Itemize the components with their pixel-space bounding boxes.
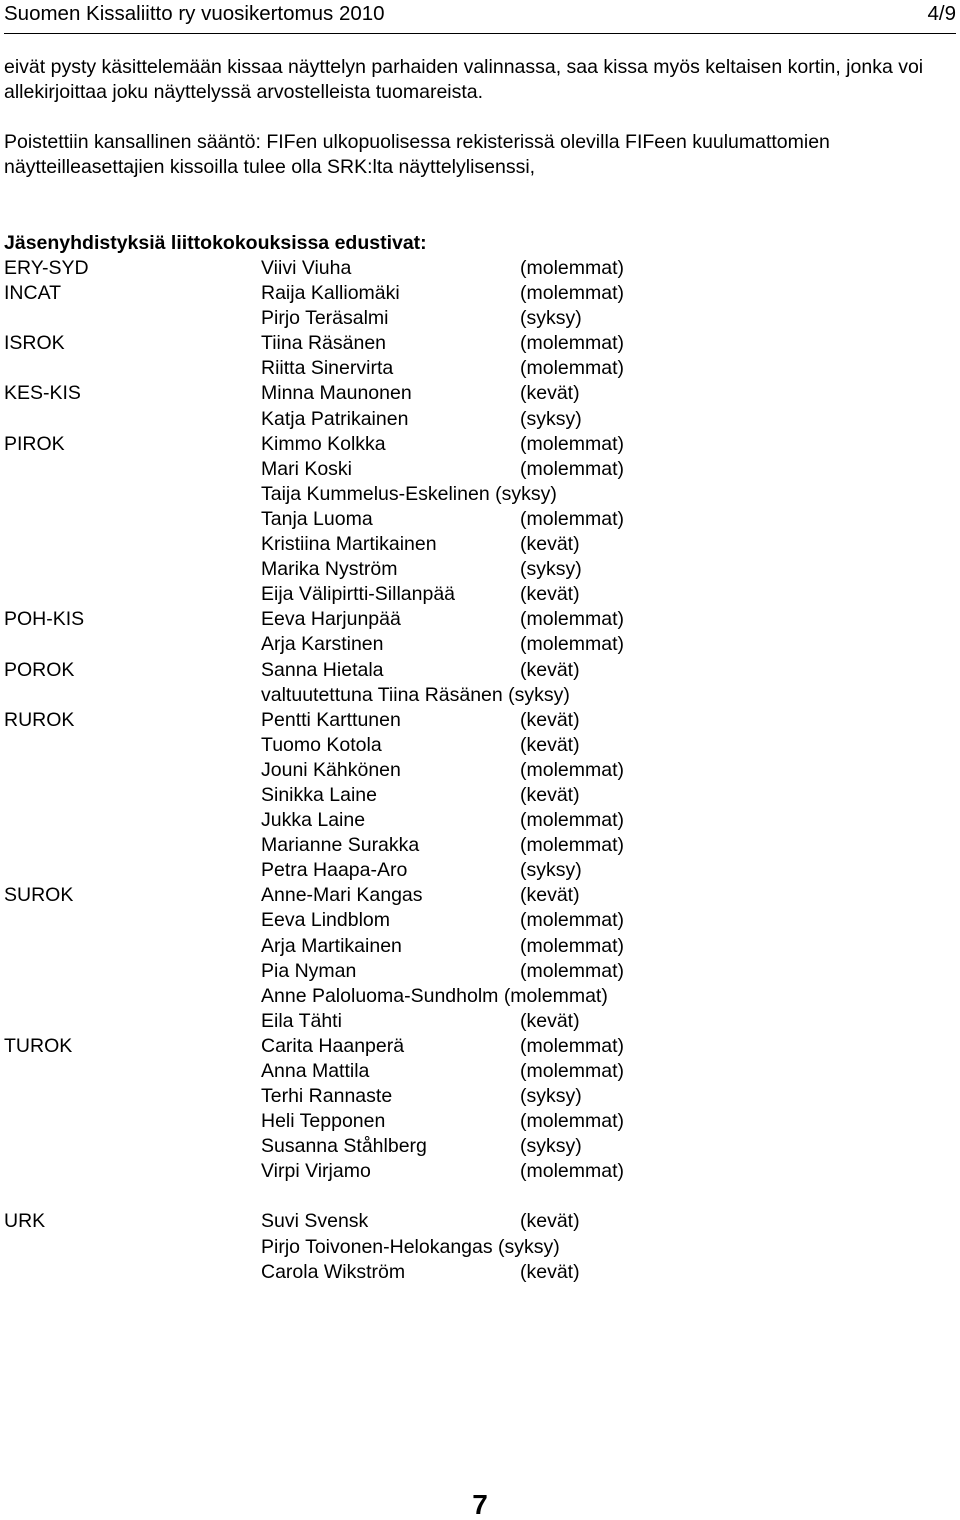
attendance-term: (molemmat) [520,758,625,781]
representative-row [4,833,944,858]
association-name: POROK [4,658,75,681]
representative-name: Pentti Karttunen [261,708,401,731]
attendance-term: (syksy) [520,558,582,581]
representative-row [4,733,944,758]
representative-row [4,407,944,432]
representative-row [4,1134,944,1159]
representative-row [4,934,944,959]
attendance-term: (syksy) [520,407,582,430]
representative-name: Pia Nyman [261,959,357,982]
representative-row [4,959,944,984]
representative-name: Eila Tähti [261,1009,342,1032]
representative-row [4,1009,944,1034]
representative-row [4,1109,944,1134]
representative-name: Raija Kalliomäki [261,282,400,305]
header-page-ref: 4/9 [927,2,956,25]
representative-row [4,306,944,331]
attendance-term: (syksy) [520,1085,582,1108]
attendance-term: (molemmat) [520,834,625,857]
attendance-term: (molemmat) [520,1034,625,1057]
attendance-term: (kevät) [520,533,580,556]
representative-row [4,1034,944,1059]
attendance-term: (molemmat) [520,934,625,957]
attendance-term: (kevät) [520,1009,580,1032]
attendance-term: (molemmat) [520,432,625,455]
representative-name: Arja Karstinen [261,633,384,656]
association-name: URK [4,1210,46,1233]
attendance-term: (molemmat) [520,959,625,982]
representative-row [4,1235,944,1260]
paragraph: eivät pysty käsittelemään kissaa näyttelyn parhaiden valinnassa, saa kissa myös keltaisen kortin, jonka voi allekirjoittaa joku näyttelyssä arvostelleista tuomareista. [4,56,924,103]
representative-name: Anna Mattila [261,1060,370,1082]
representative-name: Taija Kummelus-Eskelinen (syksy) [261,482,557,505]
representative-row [4,658,944,683]
attendance-term: (molemmat) [520,507,625,530]
representative-row [4,858,944,883]
attendance-term: (syksy) [520,859,582,882]
representative-name: Kristiina Martikainen [261,533,437,556]
attendance-term: (molemmat) [520,1160,625,1183]
representative-name: Terhi Rannaste [261,1085,393,1108]
attendance-term: (molemmat) [520,457,625,480]
attendance-term: (molemmat) [520,357,625,380]
representative-row [4,708,944,733]
attendance-term: (molemmat) [520,1110,625,1133]
representative-name: Pirjo Toivonen-Helokangas (syksy) [261,1235,560,1258]
representatives-list [4,256,944,1285]
attendance-term: (molemmat) [520,809,625,832]
representative-row [4,683,944,708]
representative-row [4,482,944,507]
representative-name: Minna Maunonen [261,382,412,405]
representative-name: Kimmo Kolkka [261,432,386,455]
representative-name: Tanja Luoma [261,507,373,530]
representative-name: Marika Nyström [261,558,398,581]
attendance-term: (kevät) [520,1260,580,1283]
attendance-term: (molemmat) [520,633,625,656]
representative-row [4,582,944,607]
representative-name: Eeva Harjunpää [261,608,401,631]
representative-row [4,281,944,306]
representative-name: Eija Välipirtti-Sillanpää [261,583,456,606]
paragraph: Poistettiin kansallinen sääntö: FIFen ulkopuolisessa rekisterissä olevilla FIFeen kuulumattomien näytteilleasettajien kissoilla tulee olla SRK:lta näyttelylisenssi, [4,131,830,178]
association-name: RUROK [4,708,75,731]
association-name: POH-KIS [4,608,85,631]
representative-row [4,331,944,356]
representative-name: Carita Haanperä [261,1034,405,1057]
representative-row [4,256,944,281]
header-title: Suomen Kissaliitto ry vuosikertomus 2010 [4,2,385,25]
representative-row [4,356,944,381]
association-name: KES-KIS [4,382,81,405]
attendance-term: (molemmat) [520,282,625,305]
representative-name: Viivi Viuha [261,257,352,279]
header-divider [4,33,956,34]
representative-name: Riitta Sinervirta [261,357,394,380]
representative-row [4,1209,944,1234]
representative-name: Sinikka Laine [261,783,377,806]
representative-name: Susanna Ståhlberg [261,1135,427,1158]
representative-name: Mari Koski [261,457,353,480]
representative-row [4,1084,944,1109]
association-name: SUROK [4,884,74,907]
attendance-term: (molemmat) [520,909,625,932]
attendance-term: (syksy) [520,307,582,330]
representative-name: valtuutettuna Tiina Räsänen (syksy) [261,683,570,706]
representative-name: Marianne Surakka [261,834,420,857]
attendance-term: (molemmat) [520,1060,625,1082]
representative-name: Sanna Hietala [261,658,384,681]
page-number: 7 [472,1489,488,1520]
attendance-term: (kevät) [520,583,580,606]
attendance-term: (molemmat) [520,332,625,355]
representative-name: Carola Wikström [261,1260,406,1283]
representative-name: Tiina Räsänen [261,332,387,355]
association-name: INCAT [4,282,62,305]
attendance-term: (kevät) [520,884,580,907]
representative-name: Anne Paloluoma-Sundholm (molemmat) [261,984,608,1007]
representative-row [4,457,944,482]
representative-row [4,632,944,657]
attendance-term: (molemmat) [520,257,625,279]
representative-name: Petra Haapa-Aro [261,859,408,882]
attendance-term: (kevät) [520,1210,580,1233]
representative-row [4,1159,944,1184]
representative-row [4,557,944,582]
representative-row [4,532,944,557]
representative-name: Pirjo Teräsalmi [261,307,389,330]
representative-row [4,432,944,457]
representative-row [4,808,944,833]
representative-row [4,607,944,632]
representative-row [4,507,944,532]
representative-row [4,984,944,1009]
representative-row [4,783,944,808]
representative-name: Tuomo Kotola [261,733,382,756]
representative-name: Jukka Laine [261,809,366,832]
representative-name: Jouni Kähkönen [261,758,401,781]
attendance-term: (kevät) [520,382,580,405]
representative-name: Arja Martikainen [261,934,402,957]
representative-name: Virpi Virjamo [261,1160,371,1183]
attendance-term: (kevät) [520,733,580,756]
association-name: ERY-SYD [4,257,89,279]
attendance-term: (molemmat) [520,608,625,631]
association-name: ISROK [4,332,65,355]
representative-row [4,1059,944,1084]
attendance-term: (kevät) [520,658,580,681]
representative-row [4,1260,944,1285]
page-header [4,1,956,27]
representative-name: Heli Tepponen [261,1110,386,1133]
representative-row [4,758,944,783]
association-name: PIROK [4,432,65,455]
representative-row [4,883,944,908]
representative-row [4,908,944,933]
attendance-term: (syksy) [520,1135,582,1158]
association-name: TUROK [4,1034,73,1057]
representative-name: Katja Patrikainen [261,407,409,430]
attendance-term: (kevät) [520,783,580,806]
representative-row [4,381,944,406]
representative-name: Suvi Svensk [261,1210,369,1233]
representative-name: Eeva Lindblom [261,909,390,932]
section-heading: Jäsenyhdistyksiä liittokokouksissa edustivat: [4,232,427,254]
attendance-term: (kevät) [520,708,580,731]
representative-name: Anne-Mari Kangas [261,884,423,907]
